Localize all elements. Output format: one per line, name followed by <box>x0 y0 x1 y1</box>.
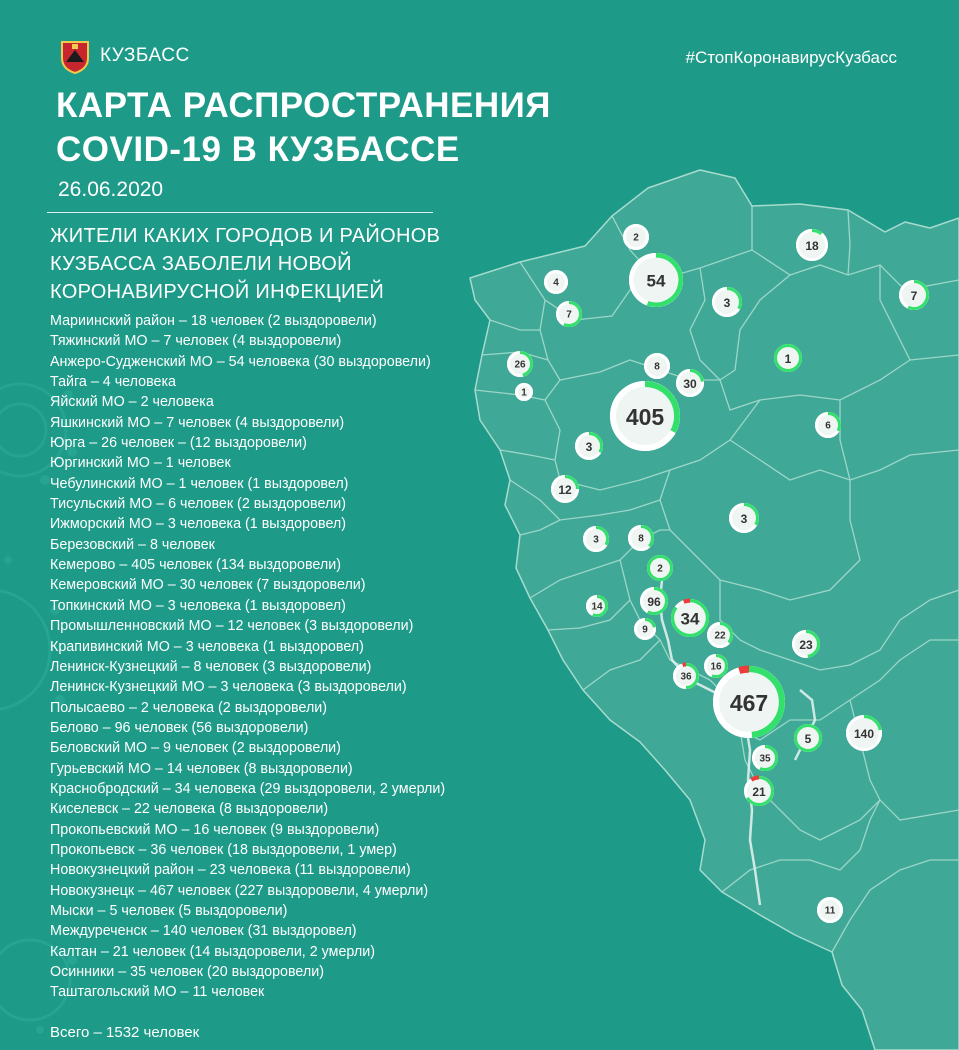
badge-label: 34 <box>680 609 700 629</box>
district-item: Беловский МО – 9 человек (2 выздоровели) <box>50 740 341 757</box>
district-item: Белово – 96 человек (56 выздоровели) <box>50 719 309 736</box>
map-badge <box>729 503 759 533</box>
district-item: Яйский МО – 2 человека <box>50 394 214 411</box>
map-badge <box>817 897 843 923</box>
district-item: Новокузнецкий район – 23 человека (11 выздоровели) <box>50 862 411 879</box>
district-item: Киселевск – 22 человека (8 выздоровели) <box>50 801 329 818</box>
map-badge <box>610 381 680 451</box>
map-badge <box>583 526 609 552</box>
district-item: Крапивинский МО – 3 человека (1 выздоровел) <box>50 638 364 655</box>
district-item: Прокопьевск – 36 человек (18 выздоровели, 1 умер) <box>50 841 397 858</box>
subtitle-line: КОРОНАВИРУСНОЙ ИНФЕКЦИЕЙ <box>50 281 385 303</box>
map-badge <box>507 351 533 377</box>
district-item: Полысаево – 2 человека (2 выздоровели) <box>50 699 328 716</box>
map-badge <box>515 383 533 401</box>
badge-label: 11 <box>824 905 836 917</box>
badge-label: 18 <box>805 239 819 253</box>
map-badge <box>556 301 582 327</box>
map-badge <box>647 555 673 581</box>
badge-label: 3 <box>740 512 748 526</box>
district-item: Анжеро-Судженский МО – 54 человека (30 выздоровели) <box>50 353 431 370</box>
district-item: Гурьевский МО – 14 человек (8 выздоровели) <box>50 760 353 777</box>
district-item: Чебулинский МО – 1 человек (1 выздоровел) <box>50 475 349 492</box>
hashtag: #СтопКоронавирусКузбасс <box>685 48 897 67</box>
district-item: Юргинский МО – 1 человек <box>50 455 231 472</box>
badge-label: 16 <box>710 661 722 673</box>
map-badge <box>673 663 699 689</box>
district-item: Ижморский МО – 3 человека (1 выздоровел) <box>50 516 347 533</box>
badge-label: 1 <box>784 352 792 366</box>
map-badge <box>794 724 822 752</box>
brand-label: КУЗБАСС <box>100 45 190 66</box>
district-item: Промышленновский МО – 12 человек (3 выздоровели) <box>50 618 414 635</box>
map-badge <box>623 224 649 250</box>
map-badge <box>712 287 742 317</box>
badge-died-arc <box>683 665 686 666</box>
badge-died-arc <box>751 778 759 780</box>
badge-label: 12 <box>558 483 572 497</box>
map-badge <box>792 630 820 658</box>
badge-label: 3 <box>585 440 593 454</box>
map-badge <box>707 622 733 648</box>
badge-label: 1 <box>521 387 527 399</box>
badge-died-arc <box>739 669 749 670</box>
badge-label: 7 <box>566 309 572 321</box>
badge-label: 36 <box>680 671 692 683</box>
title-line: КАРТА РАСПРОСТРАНЕНИЯ <box>56 86 551 125</box>
badge-label: 3 <box>593 534 599 546</box>
map-badge <box>634 618 656 640</box>
map-badge <box>774 344 802 372</box>
badge-label: 140 <box>853 727 875 741</box>
badge-label: 96 <box>647 595 661 609</box>
map-badge <box>628 525 654 551</box>
badge-label: 9 <box>642 624 648 636</box>
title-line: COVID-19 В КУЗБАССЕ <box>56 130 460 169</box>
district-item: Кемерово – 405 человек (134 выздоровели) <box>50 557 341 574</box>
badge-label: 14 <box>591 601 603 613</box>
map-badge <box>744 776 774 806</box>
district-item: Мыски – 5 человек (5 выздоровели) <box>50 902 288 919</box>
total-count: Всего – 1532 человек <box>50 1024 200 1041</box>
subtitle-line: ЖИТЕЛИ КАКИХ ГОРОДОВ И РАЙОНОВ <box>50 225 441 247</box>
badge-label: 8 <box>638 533 644 545</box>
badge-label: 23 <box>799 638 813 652</box>
district-item: Тайга – 4 человека <box>50 374 176 391</box>
map-badge <box>629 253 683 307</box>
district-item: Калтан – 21 человек (14 выздоровели, 2 умерли) <box>50 943 375 960</box>
district-item: Березовский – 8 человек <box>50 536 215 553</box>
district-item: Прокопьевский МО – 16 человек (9 выздоровели) <box>50 821 380 838</box>
subtitle-line: КУЗБАССА ЗАБОЛЕЛИ НОВОЙ <box>50 253 352 275</box>
map-badge <box>713 666 785 738</box>
badge-label: 467 <box>729 690 769 716</box>
badge-label: 22 <box>714 630 726 642</box>
district-item: Ленинск-Кузнецкий – 8 человек (3 выздоровели) <box>50 658 372 675</box>
map-badge <box>544 270 568 294</box>
badge-label: 6 <box>825 420 831 432</box>
report-date: 26.06.2020 <box>58 178 164 201</box>
badge-label: 26 <box>514 359 526 371</box>
badge-label: 54 <box>646 271 666 291</box>
badge-label: 2 <box>657 563 663 575</box>
map-badge <box>586 595 608 617</box>
map-badge <box>846 715 882 751</box>
district-item: Мариинский район – 18 человек (2 выздоровели) <box>50 313 377 329</box>
map-badge <box>551 475 579 503</box>
district-item: Тяжинский МО – 7 человек (4 выздоровели) <box>50 333 342 350</box>
district-item: Юрга – 26 человек – (12 выздоровели) <box>50 435 307 452</box>
badge-label: 30 <box>683 377 697 391</box>
map-badge <box>676 369 704 397</box>
district-item: Ленинск-Кузнецкий МО – 3 человека (3 выздоровели) <box>50 679 407 696</box>
badge-label: 405 <box>625 404 665 430</box>
badge-label: 3 <box>723 296 731 310</box>
badge-label: 8 <box>654 361 660 373</box>
badge-label: 5 <box>804 732 812 746</box>
district-item: Новокузнецк – 467 человек (227 выздоровели, 4 умерли) <box>50 882 429 899</box>
badge-label: 21 <box>752 785 766 799</box>
district-item: Кемеровский МО – 30 человек (7 выздоровели) <box>50 577 366 594</box>
district-item: Краснобродский – 34 человека (29 выздоровели, 2 умерли) <box>50 780 446 797</box>
badge-label: 7 <box>910 289 918 303</box>
district-item: Таштагольский МО – 11 человек <box>50 984 265 1001</box>
map-badge <box>640 587 668 615</box>
district-item: Тисульский МО – 6 человек (2 выздоровели) <box>50 496 347 513</box>
map-badge <box>644 353 670 379</box>
district-item: Топкинский МО – 3 человека (1 выздоровел) <box>50 597 346 614</box>
map-badge <box>704 654 728 678</box>
district-item: Осинники – 35 человек (20 выздоровели) <box>50 964 324 980</box>
map-badge <box>899 280 929 310</box>
map-badge <box>575 432 603 460</box>
badge-died-arc <box>684 601 690 602</box>
map-badge <box>752 745 778 771</box>
map-badge <box>815 412 841 438</box>
map-badge <box>796 229 828 261</box>
badge-label: 4 <box>553 277 559 289</box>
badge-label: 35 <box>759 753 771 765</box>
badge-label: 2 <box>633 232 639 244</box>
district-item: Яшкинский МО – 7 человек (4 выздоровели) <box>50 414 345 431</box>
district-item: Междуреченск – 140 человек (31 выздоровел) <box>50 923 357 940</box>
map-badge <box>671 599 709 637</box>
